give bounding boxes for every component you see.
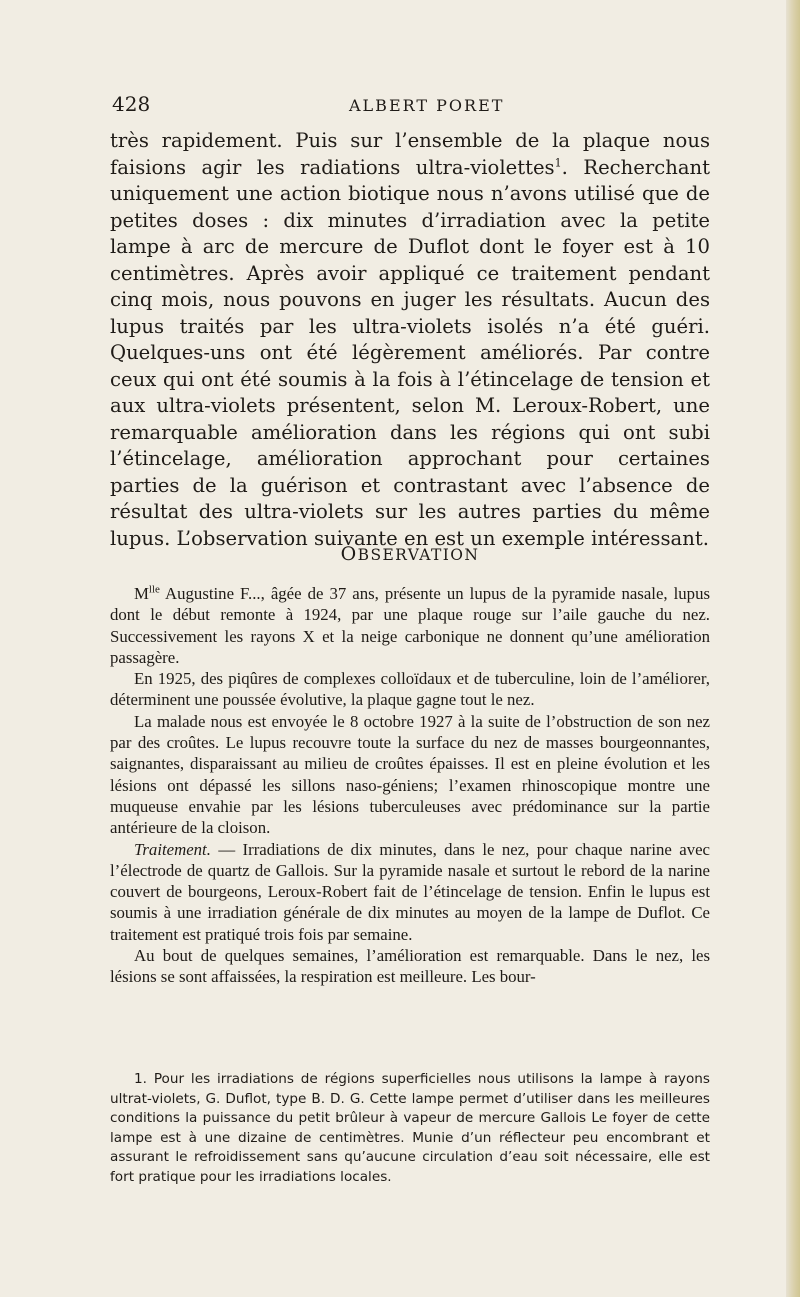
- page-header: [112, 92, 712, 122]
- observation-paragraph-1-text: Augustine F..., âgée de 37 ans, présente un lupus de la pyramide nasale, lupus dont le début remonte à 1924, par une plaque rouge sur l’aile gauche du nez. Successivement les rayons X et la neige carbonique ne donnent qu’une amélioration passagère.: [110, 584, 710, 667]
- observation-text: [110, 583, 710, 988]
- observation-paragraph-5: Au bout de quelques semaines, l’amélioration est remarquable. Dans le nez, les lésions se sont affaissées, la respiration est meilleure. Les bour-: [110, 946, 710, 987]
- observation-paragraph-2: En 1925, des piqûres de complexes colloïdaux et de tuberculine, loin de l’améliorer, déterminent une poussée évolutive, la plaque gagne tout le nez.: [110, 669, 710, 710]
- observation-paragraph-3: La malade nous est envoyée le 8 octobre 1927 à la suite de l’obstruction de son nez par des croûtes. Le lupus recouvre toute la surface du nez de masses bourgeonnantes, saignantes, disparaissant au milieu de croûtes épaisses. Il est en pleine évolution et les lésions ont dépassé les sillons naso-géniens; l’examen rhinoscopique montre une muqueuse envahie par les lésions tuberculeuses avec prédominance sur la partie antérieure de la cloison.: [110, 711, 710, 838]
- title-prefix: M: [134, 584, 149, 603]
- treatment-text: — Irradiations de dix minutes, dans le nez, pour chaque narine avec l’électrode de quartz de Gallois. Sur la pyramide nasale et surtout le rebord de la narine couvert de bourgeons, Leroux-Robert fait de l’étincelage de tension. Enfin le lupus est soumis à une irradiation générale de dix minutes au moyen de la lampe de Duflot. Ce traitement est pratiqué trois fois par semaine.: [110, 839, 710, 944]
- running-head: ALBERT PORET: [349, 96, 505, 115]
- observation-title: [110, 543, 710, 565]
- body-text-part-1: très rapidement. Puis sur l’ensemble de la plaque nous faisions agir les radiations ultra-violettes: [110, 129, 710, 179]
- page-edge: [786, 0, 800, 1297]
- body-text-part-2: . Recherchant uniquement une action biotique nous n’avons utilisé que de petites doses : dix minutes d’irradiation avec la petite lampe à arc de mercure de Duflot dont le foyer est à 10 centimètres. Après avoir appliqué ce traitement pendant cinq mois, nous pouvons en juger les résultats. Aucun des lupus traités par les ultra-violets isolés n’a été guéri. Quelques-uns ont été légèrement améliorés. Par contre ceux qui ont été soumis à la fois à l’étincelage de tension et aux ultra-violets présentent, selon M. Leroux-Robert, une remarquable amélioration dans les régions qui ont subi l’étincelage, amélioration approchant pour certaines parties de la guérison et contrastant avec l’absence de résultat des ultra-violets sur les autres parties du même lupus. L’observation suivante en est un exemple intéressant.: [110, 155, 710, 550]
- title-superscript: lle: [148, 583, 160, 596]
- observation-title-rest: BSERVATION: [357, 546, 480, 564]
- observation-paragraph-1: [110, 583, 710, 668]
- treatment-label: Traitement.: [134, 839, 211, 859]
- footnote-marker: 1: [554, 155, 562, 169]
- page-number: 428: [112, 92, 151, 116]
- body-paragraph: [110, 128, 710, 552]
- footnote: 1. Pour les irradiations de régions superficielles nous utilisons la lampe à rayons ultrat-violets, G. Duflot, type B. D. G. Cette lampe permet d’utiliser dans les meilleures conditions la puissance du petit brûleur à vapeur de mercure Gallois Le foyer de cette lampe est à une dizaine de centimètres. Munie d’un réflecteur peu encombrant et assurant le refroidissement sans qu’aucune circulation d’eau soit nécessaire, elle est fort pratique pour les irradiations locales.: [110, 1071, 710, 1185]
- observation-paragraph-4: [110, 839, 710, 945]
- observation-title-initial: O: [340, 543, 358, 565]
